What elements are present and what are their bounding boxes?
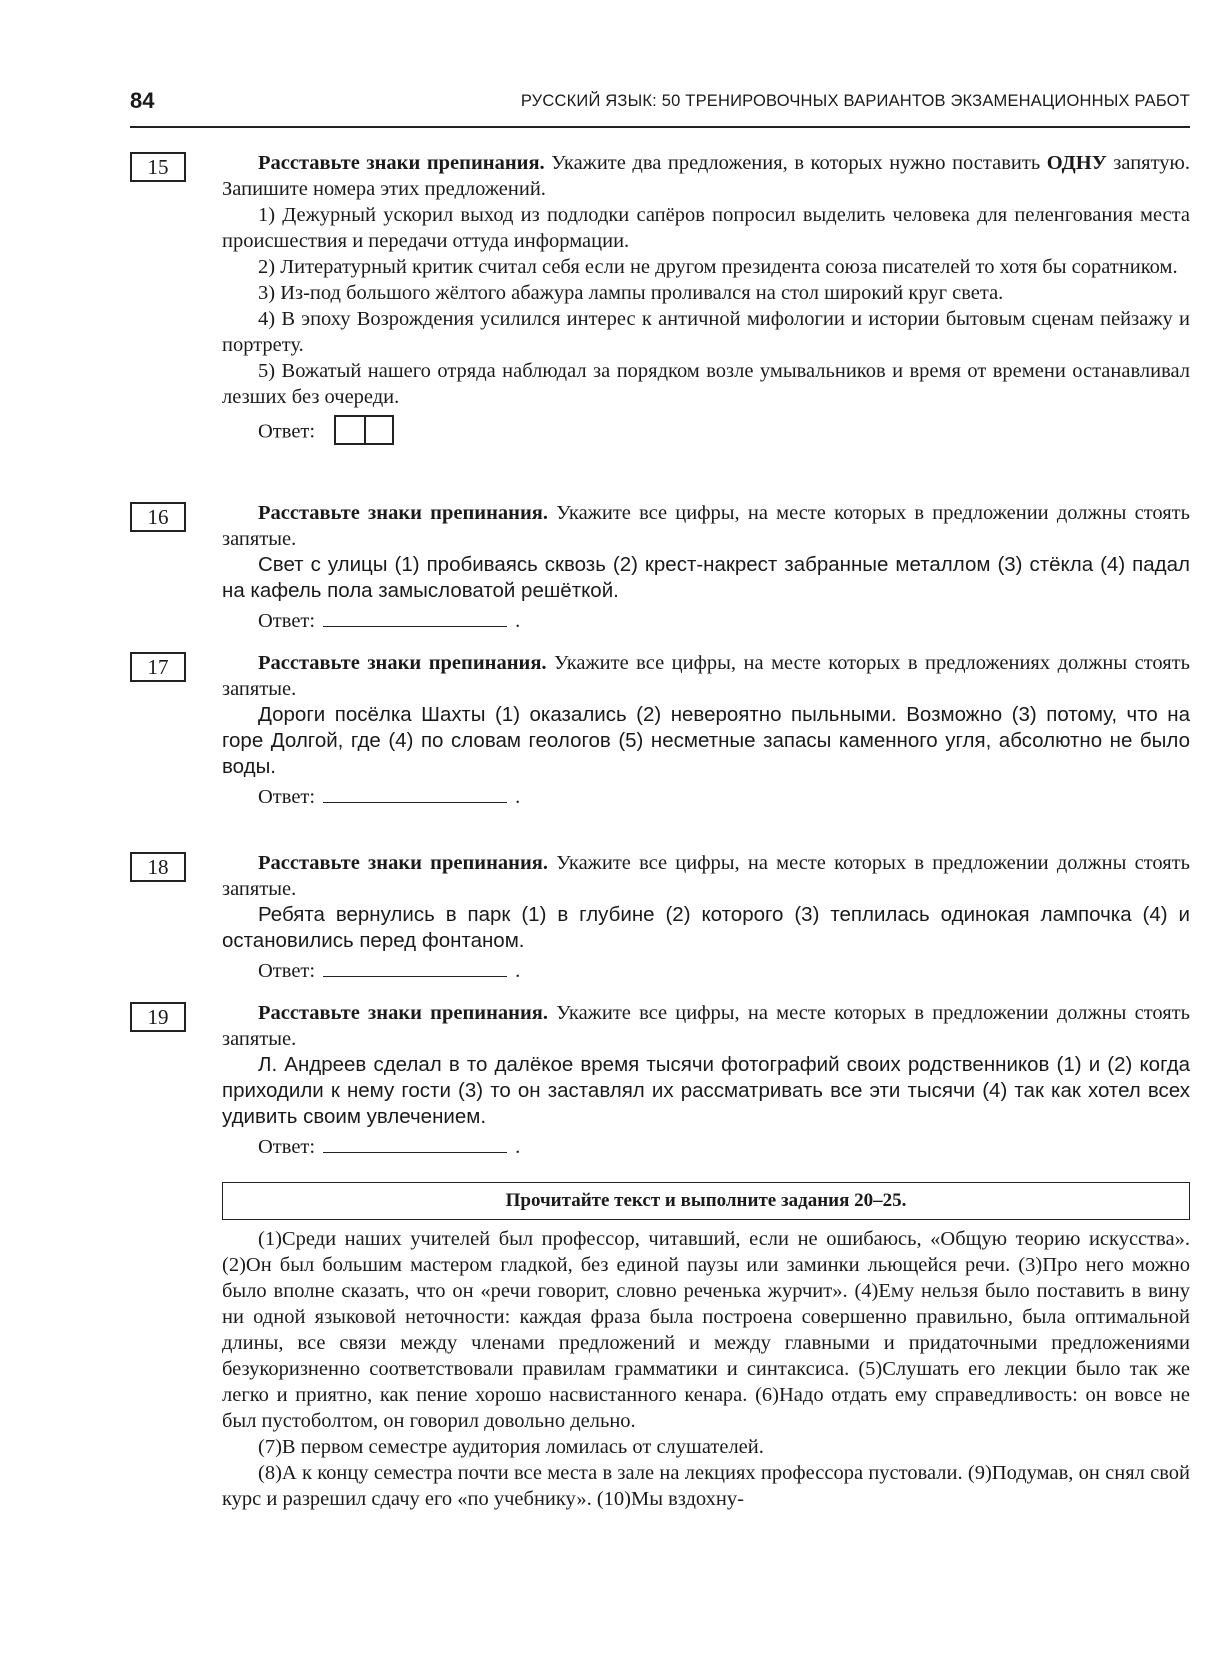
- answer-end: .: [515, 960, 521, 982]
- instruction-lead: Расставьте знаки препинания.: [258, 152, 545, 174]
- task-body: [222, 1000, 1190, 1160]
- task-instruction: [222, 500, 1190, 552]
- task-body: [222, 500, 1190, 634]
- task-16: [130, 500, 1190, 634]
- answer-line[interactable]: [323, 788, 507, 803]
- instruction-lead: Расставьте знаки препинания.: [258, 1002, 549, 1024]
- reading-paragraph: (8)А к концу семестра почти все места в зале на лекциях профессора пустовали. (9)Подумав, он снял свой курс и разрешил сдачу его «по учебнику». (10)Мы вздохну-: [222, 1462, 1190, 1510]
- answer-cells[interactable]: [334, 415, 394, 445]
- task-body: [222, 850, 1190, 984]
- task-instruction: [222, 1000, 1190, 1052]
- reading-text: [222, 1226, 1190, 1512]
- task-text: Свет с улицы (1) пробиваясь сквозь (2) крест-накрест забранные металлом (3) стёкла (4) падал на кафель пола замысловатой решёткой.: [222, 553, 1190, 602]
- task-18: [130, 850, 1190, 984]
- instruction-lead: Расставьте знаки препинания.: [258, 852, 549, 874]
- answer-field: [258, 1134, 1190, 1160]
- task-number: 18: [130, 852, 186, 882]
- instruction-text: Укажите все цифры, на месте которых в предложении должны стоять запятые.: [222, 1002, 1190, 1050]
- sentence-2: 2) Литературный критик считал себя если не другом президента союза писателей то хотя бы соратником.: [258, 256, 1178, 278]
- task-text: Л. Андреев сделал в то далёкое время тысячи фотографий своих родственников (1) и (2) когда приходили к нему гости (3) то он заставлял их рассматривать все эти тысячи (4) так как хотел всех удивить своим увлечением.: [222, 1053, 1190, 1128]
- instruction-text: Укажите все цифры, на месте которых в предложении должны стоять запятые.: [222, 852, 1190, 900]
- answer-line[interactable]: [323, 1138, 507, 1153]
- task-text: Дороги посёлка Шахты (1) оказались (2) невероятно пыльными. Возможно (3) потому, что на горе Долгой, где (4) по словам геологов (5) несметные запасы каменного угля, абсолютно не было воды.: [222, 703, 1190, 778]
- answer-end: .: [515, 786, 521, 808]
- page-header: [130, 86, 1190, 128]
- instruction-lead: Расставьте знаки препинания.: [258, 652, 547, 674]
- reading-heading: Прочитайте текст и выполните задания 20–25.: [222, 1182, 1190, 1220]
- sentence-4: 4) В эпоху Возрождения усилился интерес к античной мифологии и истории бытовым сценам пейзажу и портрету.: [222, 308, 1190, 356]
- task-15: [130, 150, 1190, 448]
- answer-line[interactable]: [323, 962, 507, 977]
- reading-paragraph: (7)В первом семестре аудитория ломилась от слушателей.: [258, 1436, 764, 1458]
- instruction-emphasis: ОДНУ: [1046, 152, 1107, 174]
- task-instruction: [222, 850, 1190, 902]
- answer-field: [258, 958, 1190, 984]
- running-title: РУССКИЙ ЯЗЫК: 50 ТРЕНИРОВОЧНЫХ ВАРИАНТОВ ЭКЗАМЕНАЦИОННЫХ РАБОТ: [520, 92, 1190, 110]
- reading-paragraph: (1)Среди наших учителей был профессор, читавший, если не ошибаюсь, «Общую теорию искусства». (2)Он был большим мастером гладкой, без единой паузы или заминки льющейся речи. (3)Про него можно было вполне сказать, что он «речи говорит, словно реченька журчит». (4)Ему нельзя было поставить в вину ни одной языковой неточности: каждая фраза была построена совершенно правильно, была оптимальной длины, все связи между членами предложений и между главными и придаточными предложениями безукоризненно соответствовали правилам грамматики и синтаксиса. (5)Слушать его лекции было так же легко и приятно, как пение хорошо насвистанного кенара. (6)Надо отдать ему справедливость: он вовсе не был пустоболтом, он говорил довольно дельно.: [222, 1228, 1190, 1432]
- task-body: [222, 650, 1190, 810]
- answer-end: .: [515, 610, 521, 632]
- sentence-3: 3) Из-под большого жёлтого абажура лампы проливался на стол широкий круг света.: [258, 282, 1004, 304]
- instruction-text: Укажите все цифры, на месте которых в предложении должны стоять запятые.: [222, 502, 1190, 550]
- answer-label: Ответ:: [258, 420, 316, 443]
- task-number: 17: [130, 652, 186, 682]
- answer-label: Ответ:: [258, 610, 316, 632]
- sentence-1: 1) Дежурный ускорил выход из подлодки сапёров попросил выделить человека для пеленгования места происшествия и передачи оттуда информации.: [222, 204, 1190, 252]
- task-number: 15: [130, 152, 186, 182]
- instruction-lead: Расставьте знаки препинания.: [258, 502, 549, 524]
- task-instruction: [222, 150, 1190, 202]
- answer-label: Ответ:: [258, 786, 316, 808]
- task-body: [222, 150, 1190, 448]
- answer-field: [258, 784, 1190, 810]
- task-number: 19: [130, 1002, 186, 1032]
- task-19: [130, 1000, 1190, 1160]
- instruction-text: Укажите все цифры, на месте которых в предложениях должны стоять запятые.: [222, 652, 1190, 700]
- answer-label: Ответ:: [258, 960, 316, 982]
- task-text: Ребята вернулись в парк (1) в глубине (2) которого (3) теплилась одинокая лампочка (4) и остановились перед фонтаном.: [222, 903, 1190, 952]
- instruction-text: запятую. Запишите номера этих предложений.: [222, 152, 1190, 200]
- answer-line[interactable]: [323, 612, 507, 627]
- task-17: [130, 650, 1190, 810]
- answer-field: [258, 608, 1190, 634]
- instruction-text: Укажите два предложения, в которых нужно поставить: [544, 152, 1047, 174]
- task-instruction: [222, 650, 1190, 702]
- sentence-5: 5) Вожатый нашего отряда наблюдал за порядком возле умывальников и время от времени останавливал лезших без очереди.: [222, 360, 1190, 408]
- page-number: 84: [130, 88, 155, 113]
- answer-label: Ответ:: [258, 1136, 316, 1158]
- task-number: 16: [130, 502, 186, 532]
- answer-end: .: [515, 1136, 521, 1158]
- answer-field: [258, 418, 1190, 448]
